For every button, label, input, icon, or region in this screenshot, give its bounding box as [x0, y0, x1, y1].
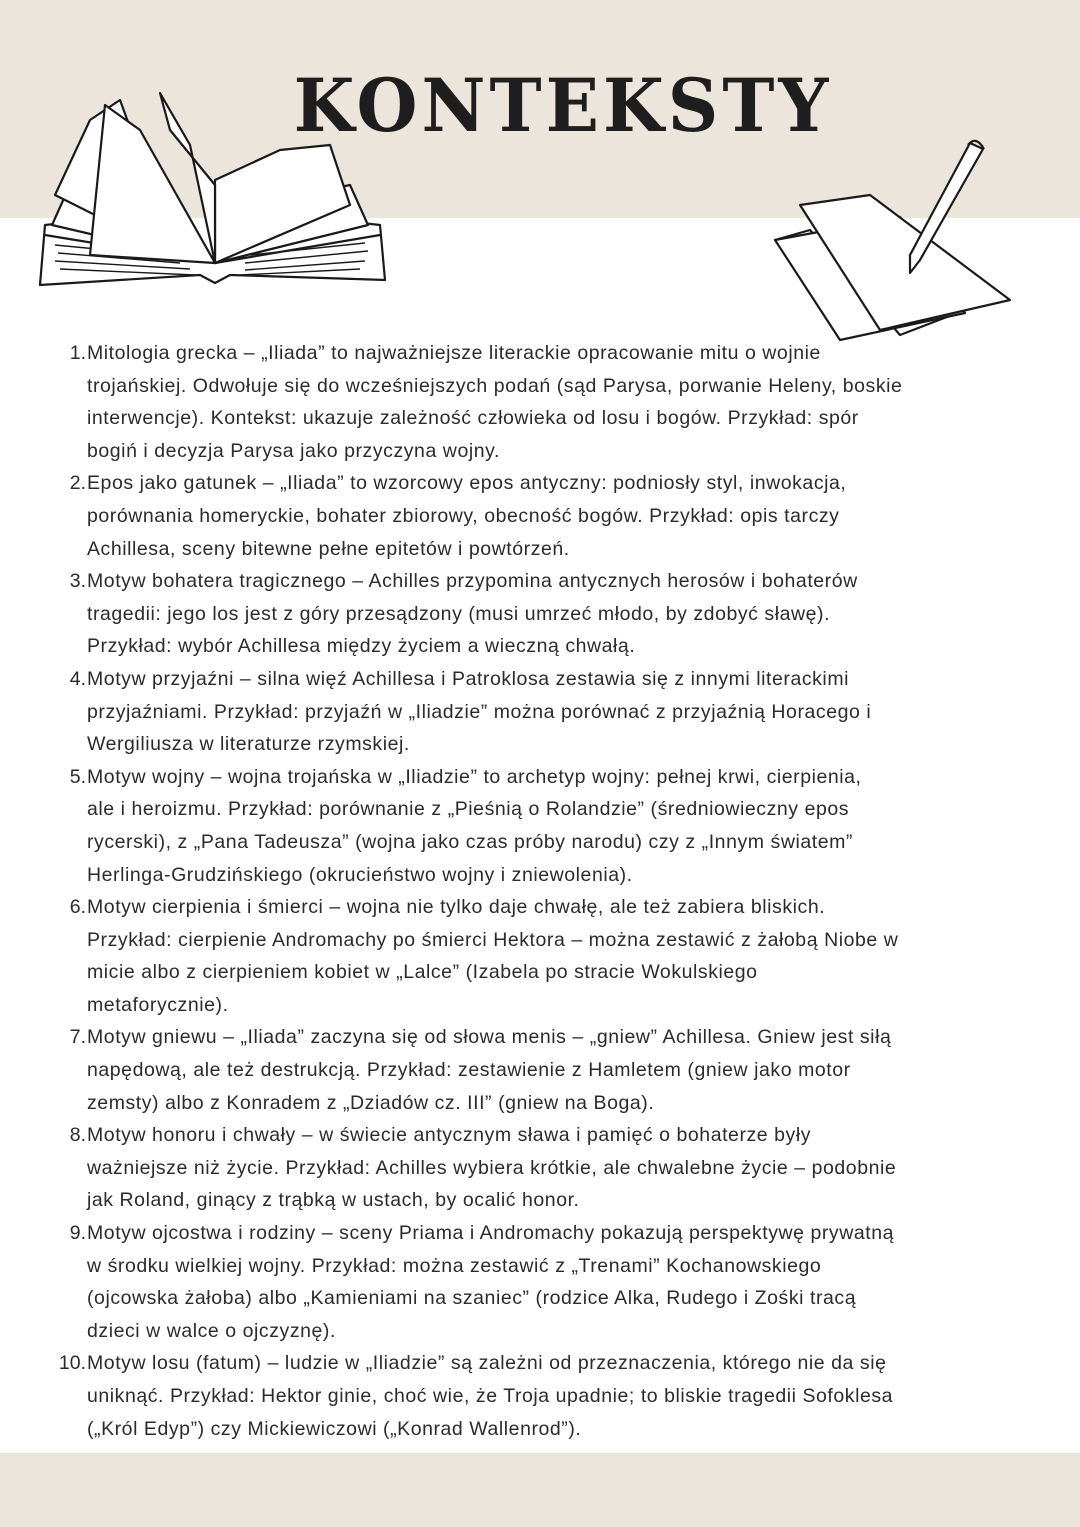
list-item-text-line: Motyw losu (fatum) – ludzie w „Iliadzie” są zależni od przeznaczenia, którego nie da się — [87, 1352, 887, 1375]
list-item-text-line: jak Roland, ginący z trąbką w ustach, by ocalić honor. — [87, 1189, 580, 1212]
list-item-text-line: Przykład: cierpienie Andromachy po śmierci Hektora – można zestawić z żałobą Niobe w — [87, 928, 899, 951]
list-item — [0, 565, 1080, 663]
list-item — [0, 467, 1080, 565]
list-item-text-line: Motyw gniewu – „Iliada” zaczyna się od słowa menis – „gniew” Achillesa. Gniew jest siłą — [87, 1026, 892, 1049]
list-item-number: 7. — [69, 1026, 86, 1049]
list-item — [0, 1021, 1080, 1119]
list-item-text-line: („Król Edyp”) czy Mickiewiczowi („Konrad Wallenrod”). — [87, 1417, 582, 1440]
list-item — [0, 1119, 1080, 1217]
list-item-text-line: Motyw przyjaźni – silna więź Achillesa i Patroklosa zestawia się z innymi literackimi — [87, 667, 849, 690]
list-item-number: 2. — [69, 472, 86, 495]
list-item-text-line: metaforycznie). — [87, 993, 229, 1016]
list-item — [0, 337, 1080, 467]
page-title: KONTEKSTY — [293, 61, 833, 150]
list-item-text-line: trojańskiej. Odwołuje się do wcześniejszych podań (sąd Parysa, porwanie Heleny, boskie — [87, 374, 903, 397]
list-item-text-line: zemsty) albo z Konradem z „Dziadów cz. III” (gniew na Boga). — [87, 1091, 655, 1114]
list-item-text-line: (ojcowska żałoba) albo „Kamieniami na szaniec” (rodzice Alka, Rudego i Zośki tracą — [87, 1287, 857, 1310]
list-item-text-line: ale i heroizmu. Przykład: porównanie z „Pieśnią o Rolandzie” (średniowieczny epos — [87, 798, 850, 821]
list-item-text-line: interwencje). Kontekst: ukazuje zależność człowieka od losu i bogów. Przykład: spór — [87, 407, 859, 430]
list-item-text-line: porównania homeryckie, bohater zbiorowy, obecność bogów. Przykład: opis tarczy — [87, 504, 840, 527]
list-item-text-line: Mitologia grecka – „Iliada” to najważniejsze literackie opracowanie mitu o wojnie — [87, 342, 821, 364]
list-item-text-line: rycerski), z „Pana Tadeusza” (wojna jako czas próby narodu) czy z „Innym światem” — [87, 830, 853, 853]
list-item-text-line: Herlinga-Grudzińskiego (okrucieństwo wojny i zniewolenia). — [87, 863, 633, 886]
list-item-number: 4. — [69, 667, 86, 690]
list-item — [0, 891, 1080, 1021]
list-item-text-line: dzieci w walce o ojczyznę). — [87, 1319, 336, 1342]
list-item-text-line: Motyw ojcostwa i rodziny – sceny Priama i Andromachy pokazują perspektywę prywatną — [87, 1222, 895, 1245]
list-item-text-line: micie albo z cierpieniem kobiet w „Lalce” (Izabela po stracie Wokulskiego — [87, 961, 758, 984]
list-item-number: 3. — [69, 570, 86, 593]
list-item-number: 5. — [69, 765, 86, 788]
list-item-text-line: Motyw wojny – wojna trojańska w „Iliadzie” to archetyp wojny: pełnej krwi, cierpienia, — [87, 765, 862, 788]
list-item-text-line: Motyw bohatera tragicznego – Achilles przypomina antycznych herosów i bohaterów — [87, 570, 858, 593]
list-item-text-line: Achillesa, sceny bitewne pełne epitetów i powtórzeń. — [87, 537, 570, 560]
list-item-text-line: Epos jako gatunek – „Iliada” to wzorcowy epos antyczny: podniosły styl, inwokacja, — [87, 472, 847, 495]
list-item-number: 10. — [58, 1352, 86, 1375]
list-item-text-line: Wergiliusza w literaturze rzymskiej. — [87, 733, 410, 756]
list-item-text-line: ważniejsze niż życie. Przykład: Achilles wybiera krótkie, ale chwalebne życie – podobnie — [87, 1156, 897, 1179]
list-item-text-line: Motyw honoru i chwały – w świecie antycznym sława i pamięć o bohaterze były — [87, 1124, 812, 1147]
list-item-text-line: tragedii: jego los jest z góry przesądzony (musi umrzeć młodo, by zdobyć sławę). — [87, 602, 831, 625]
list-item — [0, 663, 1080, 761]
list-item — [0, 761, 1080, 891]
paper-and-pencil-icon — [770, 135, 1020, 345]
contexts-list — [0, 337, 1080, 1445]
list-item — [0, 1347, 1080, 1445]
list-item-number: 8. — [69, 1124, 86, 1147]
footer-band — [0, 1453, 1080, 1527]
list-item-text-line: napędową, ale też destrukcją. Przykład: zestawienie z Hamletem (gniew jako motor — [87, 1059, 851, 1082]
list-item-number: 6. — [69, 896, 86, 919]
list-item-text-line: w środku wielkiej wojny. Przykład: można zestawić z „Trenami” Kochanowskiego — [87, 1254, 822, 1277]
list-item-text-line: bogiń i decyzja Parysa jako przyczyna wojny. — [87, 439, 500, 462]
list-item-number: 9. — [69, 1222, 86, 1245]
list-item-text-line: Przykład: wybór Achillesa między życiem a wieczną chwałą. — [87, 635, 636, 658]
list-item — [0, 1217, 1080, 1347]
list-item-number: 1. — [69, 342, 86, 364]
list-item-text-line: Motyw cierpienia i śmierci – wojna nie tylko daje chwałę, ale też zabiera bliskich. — [87, 896, 826, 919]
list-item-text-line: uniknąć. Przykład: Hektor ginie, choć wie, że Troja upadnie; to bliskie tragedii Sofoklesa — [87, 1385, 894, 1407]
list-item-text-line: przyjaźniami. Przykład: przyjaźń w „Iliadzie” można porównać z przyjaźnią Horacego i — [87, 700, 872, 723]
